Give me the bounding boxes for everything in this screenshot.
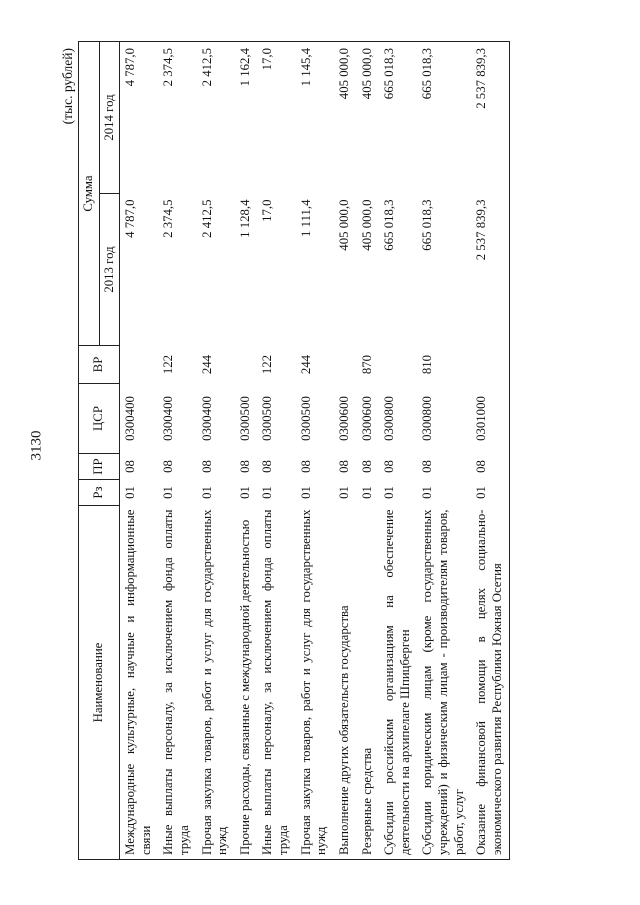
row-vr [379,346,417,384]
row-amount-2013: 405 000,0 [336,199,351,251]
row-name: Резервные средства [357,506,380,860]
header-csr: ЦСР [79,384,120,454]
row-pr: 08 [420,460,435,473]
row-amount-2014: 4 787,0 [120,42,159,194]
row-amount-2014: 1 162,4 [235,42,258,194]
row-vr: 870 [359,354,374,375]
row-csr: 0300400 [123,396,138,441]
page-number: 3130 [28,430,45,461]
row-rz: 01 [237,486,252,499]
row-csr: 0301000 [471,384,510,454]
row-amount-2014: 2 412,5 [197,42,235,194]
table-row [417,42,471,860]
row-csr: 0300500 [237,396,252,441]
table-row [158,42,196,860]
row-pr: 08 [237,460,252,473]
row-name: Субсидии юридическим лицам (кроме государственных учреждений) и физическим лицам - производителям товаров, работ, услуг [417,506,471,860]
header-sum: Сумма [79,42,100,346]
row-vr: 244 [199,354,214,375]
row-vr [235,346,258,384]
header-2013: 2013 год [99,194,120,346]
row-rz: 01 [471,480,510,506]
table-row [296,42,334,860]
row-rz: 01 [382,486,397,499]
header-pr: ПР [79,454,120,480]
row-csr: 0300600 [359,396,374,441]
row-pr: 08 [123,460,138,473]
row-rz: 01 [336,486,351,499]
row-csr: 0300600 [336,396,351,441]
row-pr: 08 [471,454,510,480]
row-csr: 0300800 [382,396,397,441]
row-vr [334,346,357,384]
row-amount-2014: 665 018,3 [417,42,471,194]
row-pr: 08 [336,460,351,473]
row-name: Иные выплаты персоналу, за исключением фонда оплаты труда [158,506,196,860]
row-amount-2013: 1 128,4 [237,199,252,238]
row-vr [471,346,510,384]
row-amount-2013: 2 374,5 [161,199,176,238]
row-rz: 01 [260,486,275,499]
row-csr: 0300400 [199,396,214,441]
table-row [235,42,258,860]
row-rz: 01 [359,486,374,499]
row-amount-2014: 1 145,4 [296,42,334,194]
row-name: Выполнение других обязательств государства [334,506,357,860]
row-amount-2014: 405 000,0 [357,42,380,194]
row-amount-2014: 2 374,5 [158,42,196,194]
row-csr: 0300400 [161,396,176,441]
table-row [334,42,357,860]
row-vr: 122 [161,354,176,375]
row-vr: 810 [420,354,435,375]
row-rz: 01 [298,486,313,499]
row-amount-2014: 405 000,0 [334,42,357,194]
table-row [357,42,380,860]
row-vr: 122 [260,354,275,375]
header-rz: Рз [79,480,120,506]
row-csr: 0300500 [260,396,275,441]
table-row [257,42,295,860]
budget-sheet [60,40,580,890]
row-amount-2014: 665 018,3 [379,42,417,194]
row-amount-2013: 17,0 [260,199,275,222]
row-rz: 01 [199,486,214,499]
row-pr: 08 [260,460,275,473]
budget-table [78,41,510,860]
row-name: Прочая закупка товаров, работ и услуг для государственных нужд [296,506,334,860]
row-amount-2014: 2 537 839,3 [471,42,510,194]
table-header [79,42,120,860]
row-pr: 08 [298,460,313,473]
row-csr: 0300800 [420,396,435,441]
row-rz: 01 [161,486,176,499]
table-row [471,42,510,860]
row-vr [120,346,159,384]
row-vr: 244 [298,354,313,375]
table-row [120,42,159,860]
row-name: Прочая закупка товаров, работ и услуг для государственных нужд [197,506,235,860]
row-amount-2013: 665 018,3 [420,199,435,251]
row-amount-2013: 405 000,0 [359,199,374,251]
header-vr: ВР [79,346,120,384]
row-amount-2013: 2 537 839,3 [471,194,510,346]
row-name: Иные выплаты персоналу, за исключением фонда оплаты труда [257,506,295,860]
row-name: Международные культурные, научные и информационные связи [120,506,159,860]
row-name: Субсидии российским организациям на обеспечение деятельности на архипелаге Шпицберген [379,506,417,860]
table-row [197,42,235,860]
header-name: Наименование [79,506,120,860]
row-name: Прочие расходы, связанные с международной деятельностью [235,506,258,860]
row-pr: 08 [359,460,374,473]
row-amount-2013: 2 412,5 [199,199,214,238]
unit-note: (тыс. рублей) [60,48,75,125]
row-csr: 0300500 [298,396,313,441]
table-row [379,42,417,860]
row-name: Оказание финансовой помощи в целях социально-экономического развития Республики Южная Осетия [471,506,510,860]
row-pr: 08 [382,460,397,473]
row-amount-2014: 17,0 [257,42,295,194]
row-amount-2013: 4 787,0 [123,199,138,238]
row-pr: 08 [199,460,214,473]
row-amount-2013: 1 111,4 [298,199,313,237]
row-amount-2013: 665 018,3 [382,199,397,251]
header-2014: 2014 год [99,42,120,194]
row-rz: 01 [123,486,138,499]
row-rz: 01 [420,486,435,499]
table-body [120,42,510,860]
row-pr: 08 [161,460,176,473]
